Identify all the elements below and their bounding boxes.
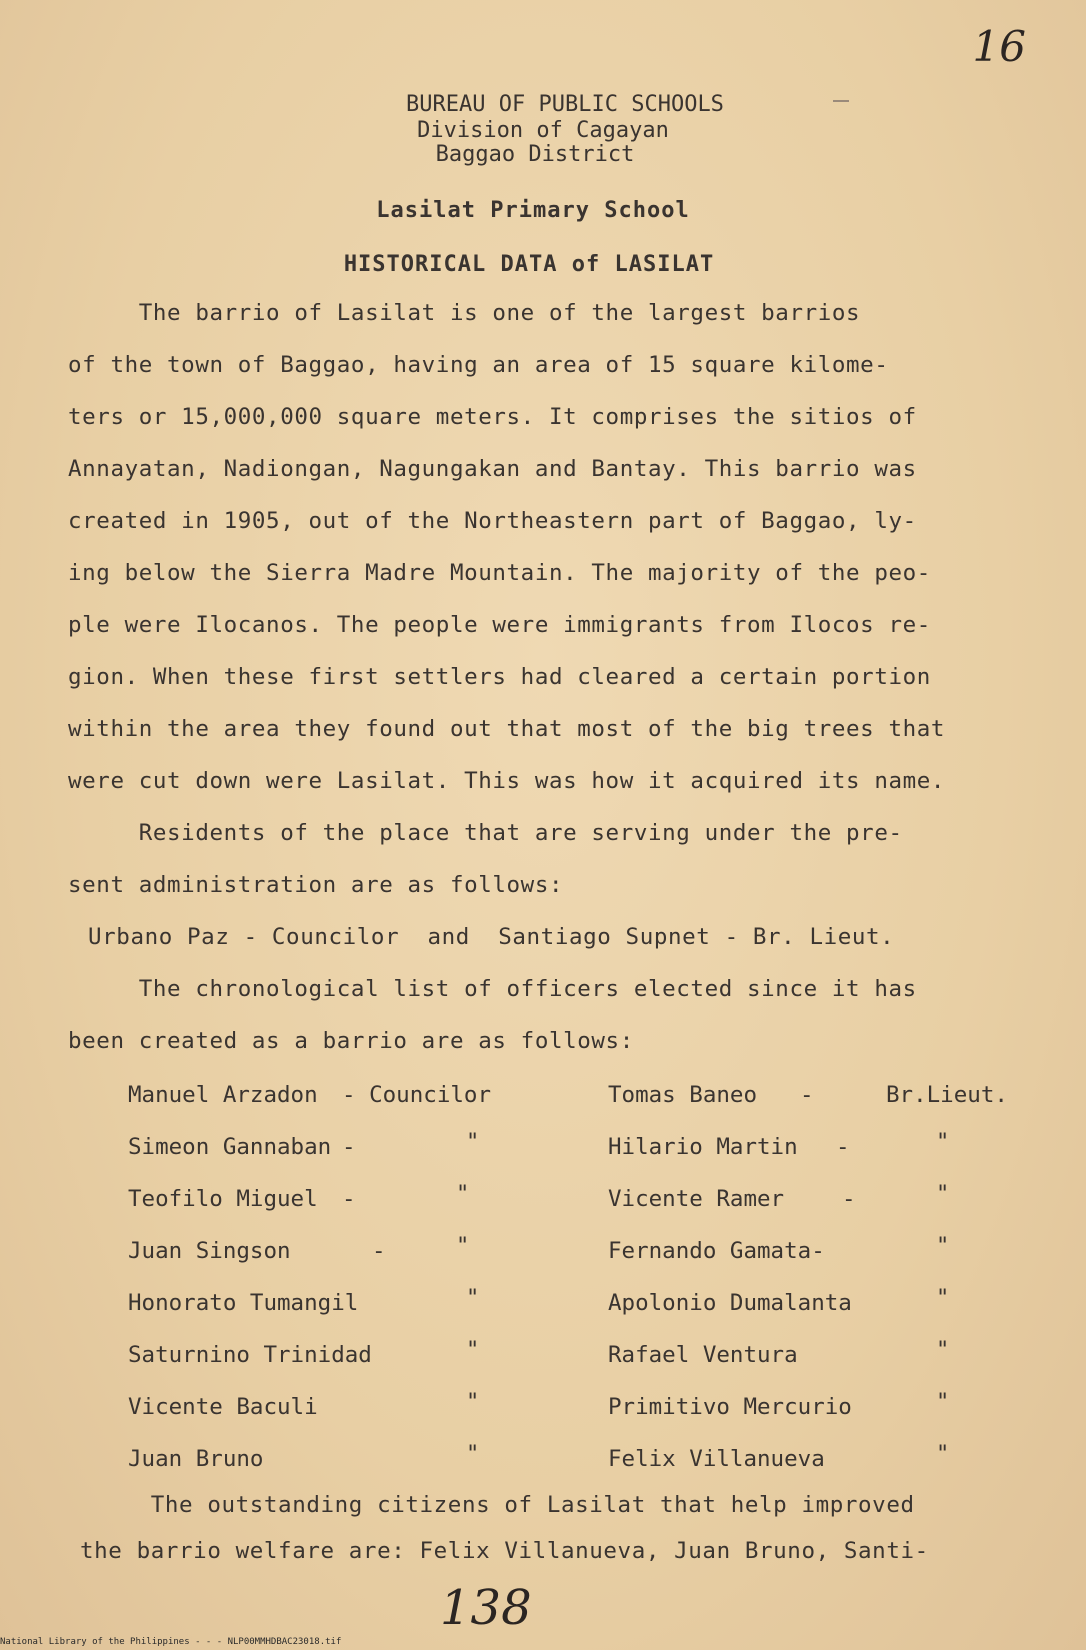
lieutenant-role: - — [836, 1134, 850, 1160]
councilor-role: - — [342, 1186, 356, 1212]
councilor-name: Juan Singson — [128, 1238, 291, 1264]
lieutenant-name: Vicente Ramer — [608, 1186, 785, 1212]
archive-footer-stamp: National Library of the Philippines - - - NLP00MMHDBAC23018.tif — [0, 1637, 342, 1647]
ditto-mark: " — [936, 1286, 950, 1311]
paragraph-line: Residents of the place that are serving under the pre- — [68, 820, 903, 846]
paragraph-line: created in 1905, out of the Northeastern part of Baggao, ly- — [68, 508, 917, 534]
ditto-mark: " — [936, 1390, 950, 1415]
councilor-name: Honorato Tumangil — [128, 1290, 359, 1316]
councilor-role: - — [342, 1134, 356, 1160]
ditto-mark: " — [466, 1130, 480, 1155]
paragraph-line: Urbano Paz - Councilor and Santiago Supnet - Br. Lieut. — [88, 924, 895, 950]
paragraph-line: ters or 15,000,000 square meters. It comprises the sitios of — [68, 404, 917, 430]
councilor-name: Juan Bruno — [128, 1446, 264, 1472]
paragraph-line: ple were Ilocanos. The people were immigrants from Ilocos re- — [68, 612, 931, 638]
lieutenant-name: Fernando Gamata- — [608, 1238, 825, 1264]
ditto-mark: " — [466, 1390, 480, 1415]
handwritten-footer-number: 138 — [440, 1580, 532, 1636]
paragraph-line: The barrio of Lasilat is one of the largest barrios — [68, 300, 861, 326]
lieutenant-name: Tomas Baneo — [608, 1082, 758, 1108]
councilor-name: Teofilo Miguel — [128, 1186, 318, 1212]
paragraph-line: The outstanding citizens of Lasilat that help improved — [80, 1492, 915, 1518]
ditto-mark: " — [456, 1182, 470, 1207]
school-name: Lasilat Primary School — [376, 198, 690, 223]
ditto-mark: " — [936, 1234, 950, 1259]
paragraph-line: were cut down were Lasilat. This was how it acquired its name. — [68, 768, 946, 794]
councilor-role: - Councilor — [342, 1082, 492, 1108]
header-bureau: BUREAU OF PUBLIC SCHOOLS — [406, 92, 724, 117]
lieutenant-role: - — [800, 1082, 814, 1108]
ditto-mark: " — [936, 1130, 950, 1155]
ditto-mark: " — [936, 1182, 950, 1207]
lieutenant-name: Rafael Ventura — [608, 1342, 798, 1368]
handwritten-page-number: 16 — [972, 22, 1026, 71]
lieutenant-name: Felix Villanueva — [608, 1446, 825, 1472]
councilor-name: Vicente Baculi — [128, 1394, 318, 1420]
councilor-name: Simeon Gannaban — [128, 1134, 332, 1160]
paragraph-line: within the area they found out that most of the big trees that — [68, 716, 946, 742]
ditto-mark: " — [456, 1234, 470, 1259]
document-title: HISTORICAL DATA of LASILAT — [343, 252, 715, 277]
lieutenant-name: Apolonio Dumalanta — [608, 1290, 852, 1316]
lieutenant-title: Br.Lieut. — [886, 1082, 1008, 1108]
ditto-mark: " — [466, 1286, 480, 1311]
ditto-mark: " — [466, 1338, 480, 1363]
paragraph-line: gion. When these first settlers had cleared a certain portion — [68, 664, 931, 690]
paragraph-line: sent administration are as follows: — [68, 872, 564, 898]
header-division: Division of Cagayan — [417, 118, 669, 143]
paragraph-line: Annayatan, Nadiongan, Nagungakan and Bantay. This barrio was — [68, 456, 917, 482]
paragraph-line: of the town of Baggao, having an area of 15 square kilome- — [68, 352, 889, 378]
ditto-mark: " — [936, 1338, 950, 1363]
ditto-mark: " — [466, 1442, 480, 1467]
paragraph-line: been created as a barrio are as follows: — [68, 1028, 634, 1054]
councilor-name: Saturnino Trinidad — [128, 1342, 372, 1368]
ditto-mark: " — [936, 1442, 950, 1467]
lieutenant-role: - — [842, 1186, 856, 1212]
councilor-role: - — [372, 1238, 386, 1264]
header-district: Baggao District — [435, 142, 635, 167]
paragraph-line: The chronological list of officers elected since it has — [68, 976, 917, 1002]
lieutenant-name: Primitivo Mercurio — [608, 1394, 852, 1420]
paragraph-line: ing below the Sierra Madre Mountain. The majority of the peo- — [68, 560, 931, 586]
councilor-name: Manuel Arzadon — [128, 1082, 318, 1108]
paragraph-line: the barrio welfare are: Felix Villanueva, Juan Bruno, Santi- — [80, 1538, 929, 1564]
lieutenant-name: Hilario Martin — [608, 1134, 798, 1160]
